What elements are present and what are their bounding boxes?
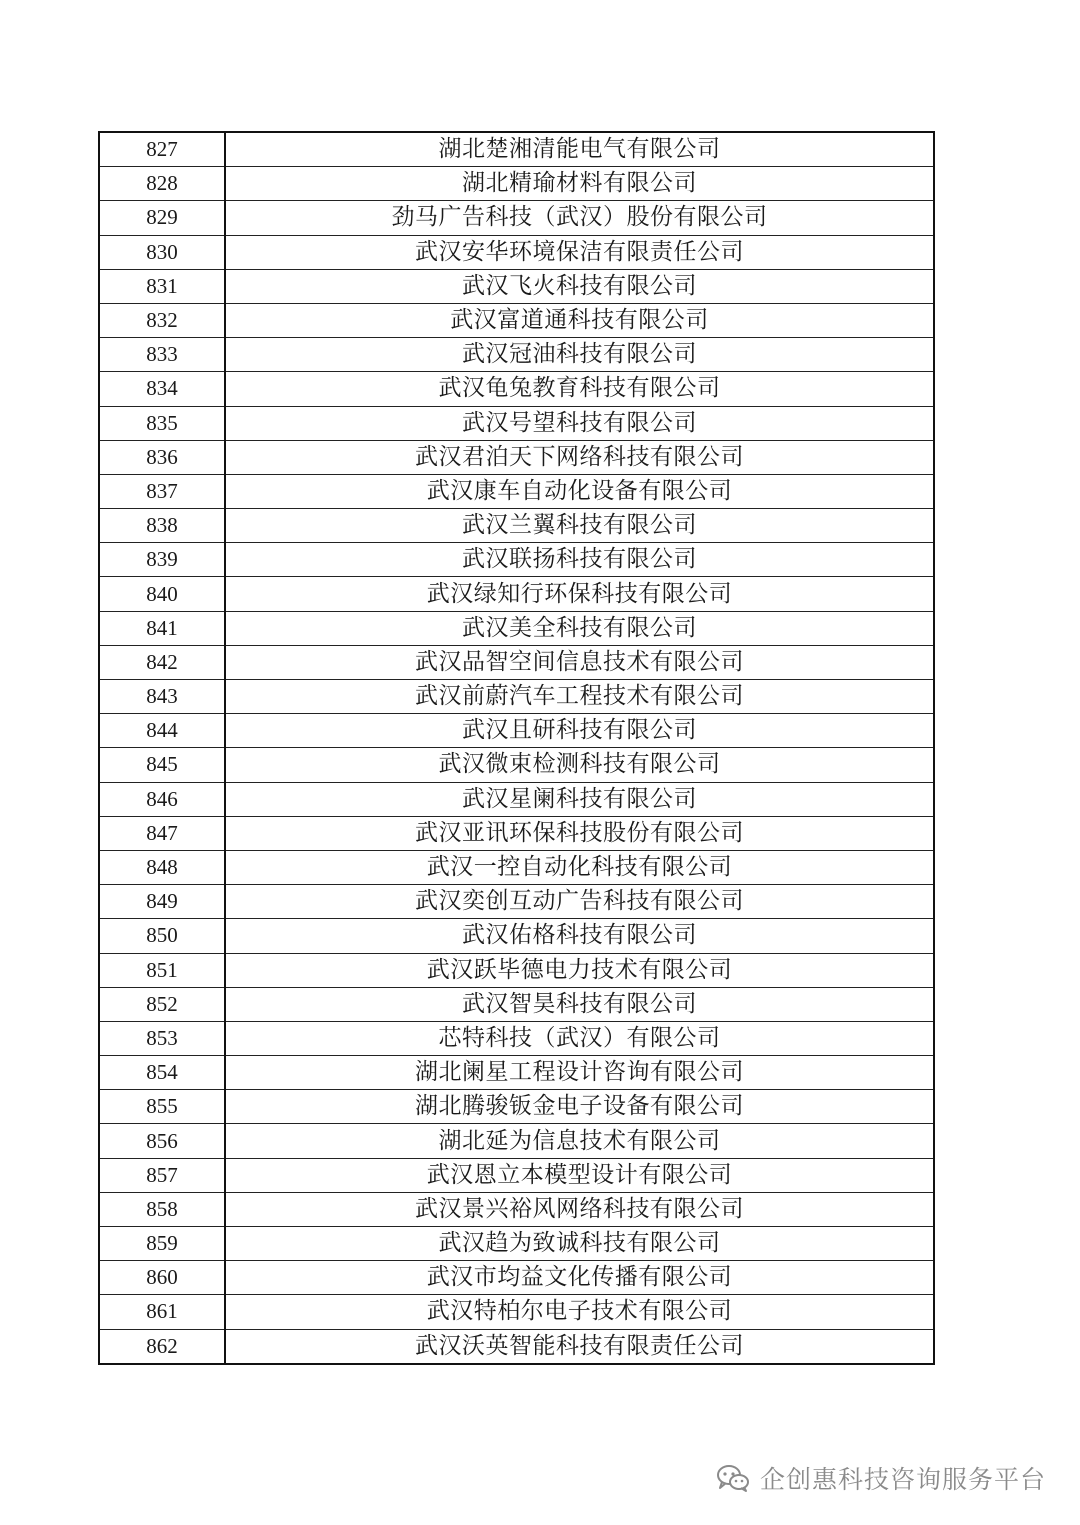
table-row [99,1124,934,1158]
table-row [99,235,934,269]
company-name: 武汉星阑科技有限公司 [225,782,934,816]
table-row [99,132,934,167]
row-number: 841 [99,611,225,645]
row-number: 843 [99,680,225,714]
company-name: 武汉奕创互动广告科技有限公司 [225,885,934,919]
row-number: 860 [99,1261,225,1295]
company-name: 武汉前蔚汽车工程技术有限公司 [225,680,934,714]
company-name: 湖北精瑜材料有限公司 [225,167,934,201]
company-name: 武汉冠油科技有限公司 [225,338,934,372]
table-row [99,303,934,337]
row-number: 856 [99,1124,225,1158]
table-row [99,885,934,919]
row-number: 849 [99,885,225,919]
company-name: 武汉且研科技有限公司 [225,714,934,748]
company-name: 武汉联扬科技有限公司 [225,543,934,577]
table-row [99,645,934,679]
table-row [99,543,934,577]
row-number: 839 [99,543,225,577]
table-row [99,1295,934,1329]
row-number: 853 [99,1021,225,1055]
company-name: 武汉兰翼科技有限公司 [225,509,934,543]
row-number: 829 [99,201,225,235]
company-name: 武汉智昊科技有限公司 [225,987,934,1021]
table-row [99,919,934,953]
row-number: 848 [99,850,225,884]
watermark-text: 企创惠科技咨询服务平台 [759,1465,1046,1494]
row-number: 850 [99,919,225,953]
company-name: 武汉龟兔教育科技有限公司 [225,372,934,406]
row-number: 846 [99,782,225,816]
company-name: 武汉趋为致诚科技有限公司 [225,1227,934,1261]
table-row [99,167,934,201]
row-number: 838 [99,509,225,543]
row-number: 851 [99,953,225,987]
company-name: 武汉品智空间信息技术有限公司 [225,645,934,679]
company-name: 武汉特柏尔电子技术有限公司 [225,1295,934,1329]
company-name: 武汉君泊天下网络科技有限公司 [225,440,934,474]
row-number: 830 [99,235,225,269]
company-name: 湖北阑星工程设计咨询有限公司 [225,1056,934,1090]
company-name: 武汉微束检测科技有限公司 [225,748,934,782]
table-row [99,440,934,474]
table-row [99,953,934,987]
row-number: 845 [99,748,225,782]
row-number: 852 [99,987,225,1021]
row-number: 858 [99,1192,225,1226]
row-number: 837 [99,474,225,508]
table-row [99,748,934,782]
company-name: 武汉恩立本模型设计有限公司 [225,1158,934,1192]
table-row [99,714,934,748]
company-name: 武汉富道通科技有限公司 [225,303,934,337]
company-name: 武汉沃英智能科技有限责任公司 [225,1329,934,1364]
row-number: 833 [99,338,225,372]
company-name: 武汉飞火科技有限公司 [225,269,934,303]
company-name: 武汉一控自动化科技有限公司 [225,850,934,884]
table-row [99,1227,934,1261]
table-row [99,201,934,235]
row-number: 847 [99,816,225,850]
company-name: 武汉康车自动化设备有限公司 [225,474,934,508]
watermark [716,1458,1046,1498]
company-name: 武汉亚讯环保科技股份有限公司 [225,816,934,850]
table-row [99,1329,934,1364]
row-number: 828 [99,167,225,201]
row-number: 859 [99,1227,225,1261]
company-name: 武汉绿知行环保科技有限公司 [225,577,934,611]
company-name: 湖北腾骏钣金电子设备有限公司 [225,1090,934,1124]
table-row [99,372,934,406]
table-row [99,577,934,611]
table-row [99,474,934,508]
table-row [99,1158,934,1192]
row-number: 857 [99,1158,225,1192]
row-number: 861 [99,1295,225,1329]
company-name: 武汉景兴裕风网络科技有限公司 [225,1192,934,1226]
table-row [99,406,934,440]
company-name: 武汉跃毕德电力技术有限公司 [225,953,934,987]
row-number: 862 [99,1329,225,1364]
table-row [99,338,934,372]
company-name: 湖北楚湘清能电气有限公司 [225,132,934,167]
table-row [99,269,934,303]
row-number: 827 [99,132,225,167]
row-number: 836 [99,440,225,474]
company-name: 湖北延为信息技术有限公司 [225,1124,934,1158]
table-body [99,132,934,1364]
company-name: 武汉市均益文化传播有限公司 [225,1261,934,1295]
table-row [99,850,934,884]
table-row [99,1192,934,1226]
row-number: 842 [99,645,225,679]
table-row [99,1021,934,1055]
row-number: 855 [99,1090,225,1124]
row-number: 834 [99,372,225,406]
table-row [99,1261,934,1295]
row-number: 832 [99,303,225,337]
company-name: 武汉佑格科技有限公司 [225,919,934,953]
row-number: 840 [99,577,225,611]
table-row [99,611,934,645]
table-row [99,680,934,714]
table-row [99,816,934,850]
table-row [99,987,934,1021]
company-name: 武汉安华环境保洁有限责任公司 [225,235,934,269]
table-row [99,782,934,816]
wechat-icon [716,1463,750,1493]
row-number: 854 [99,1056,225,1090]
company-name: 劲马广告科技（武汉）股份有限公司 [225,201,934,235]
company-name: 芯特科技（武汉）有限公司 [225,1021,934,1055]
company-list-table [98,131,935,1365]
table-row [99,509,934,543]
table-row [99,1090,934,1124]
table-row [99,1056,934,1090]
company-name: 武汉号望科技有限公司 [225,406,934,440]
row-number: 844 [99,714,225,748]
row-number: 831 [99,269,225,303]
company-name: 武汉美全科技有限公司 [225,611,934,645]
row-number: 835 [99,406,225,440]
